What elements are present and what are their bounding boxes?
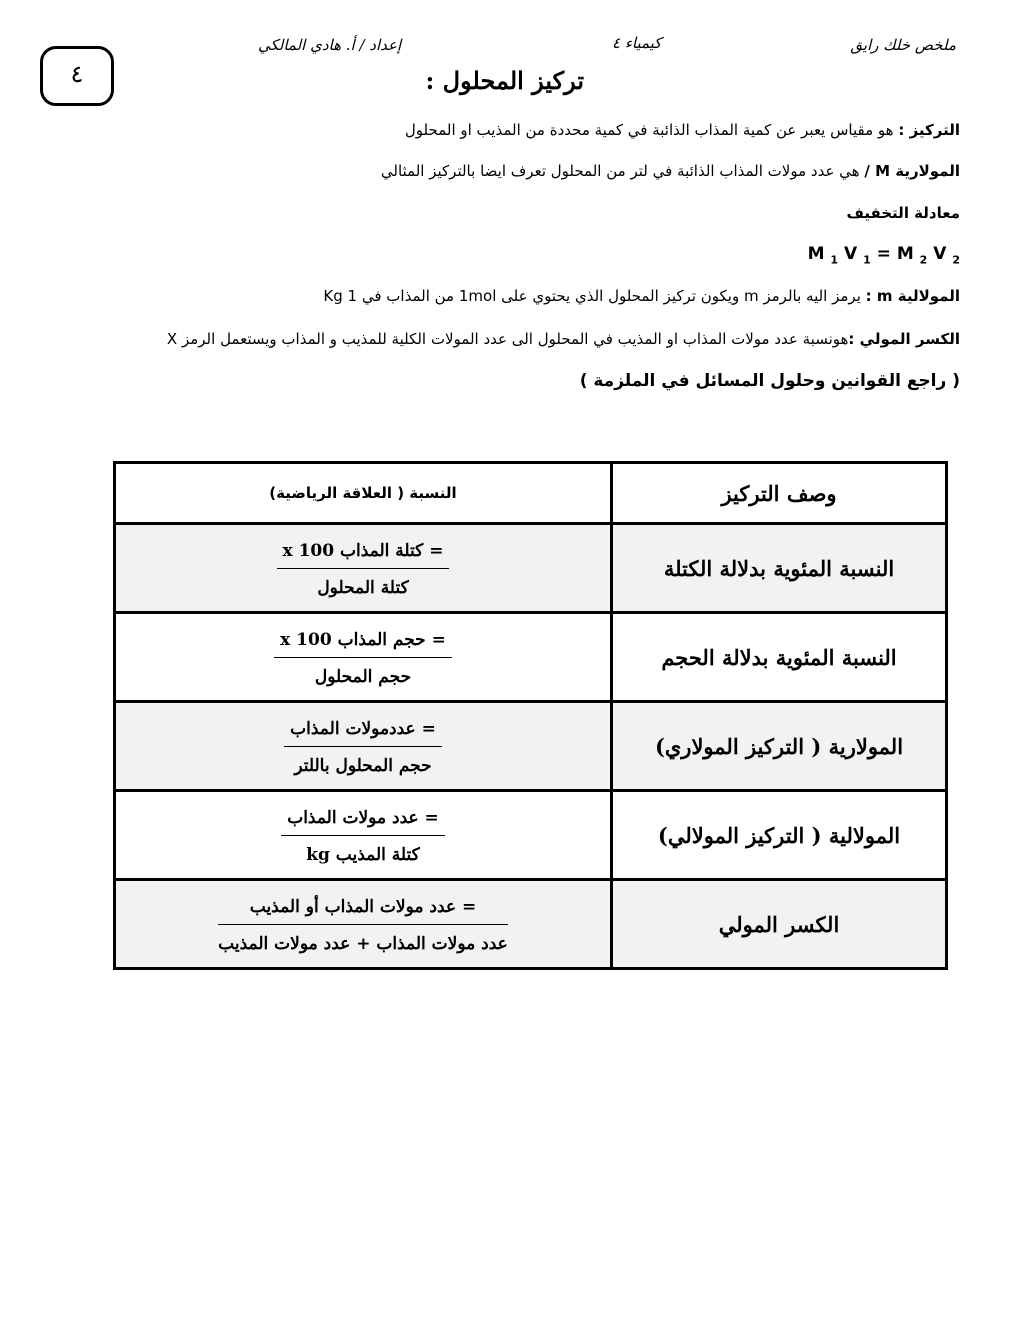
page-number-badge: ٤: [40, 46, 114, 106]
header-description: وصف التركيز: [612, 463, 947, 524]
molarity-label: المولارية M /: [864, 162, 960, 180]
header-author: إعداد / أ. هادي المالكي: [258, 36, 402, 54]
row-formula: [115, 880, 612, 969]
molality-text: يرمز اليه بالرمز m ويكون تركيز المحلول الذي يحتوي على 1mol من المذاب في 1 Kg: [323, 287, 866, 305]
concentration-text: هو مقياس يعبر عن كمية المذاب الذائبة في كمية محددة من المذيب او المحلول: [404, 121, 899, 139]
fraction: $\frac{\text{= عددمولات المذاب}}{\text{حجم المحلول باللتر}}$: [284, 717, 442, 776]
header-center-text: كيمياء ٤: [612, 34, 662, 52]
table-row: [115, 702, 947, 791]
row-formula: [115, 791, 612, 880]
dilution-equation-label: معادلة التخفيف: [846, 204, 960, 222]
header-relation: النسبة ( العلاقة الرياضية): [115, 463, 612, 524]
dilution-equation: M $_1$ V $_1$ = M $_2$ V $_2$: [807, 244, 960, 267]
molality-label: المولالية m :: [865, 287, 960, 305]
header-left-text: ملخص خلك رايق: [850, 36, 956, 54]
concentration-table: [113, 461, 948, 970]
row-formula: [115, 524, 612, 613]
row-description: الكسر المولي: [612, 880, 947, 969]
row-description: النسبة المئوية بدلالة الحجم: [612, 613, 947, 702]
mole-fraction-text: هونسبة عدد مولات المذاب او المذيب في المحلول الى عدد المولات الكلية للمذيب و المذاب ويستعمل الرمز X: [166, 330, 849, 348]
fraction: $\frac{\text{= عدد مولات المذاب أو المذيب}}{\text{عدد مولات المذاب + عدد مولات المذيب}}$: [218, 896, 508, 954]
row-description: المولالية ( التركيز المولالي): [612, 791, 947, 880]
table-row: [115, 791, 947, 880]
concentration-label: التركيز :: [898, 121, 960, 139]
page-title: تركيز المحلول :: [425, 66, 584, 95]
molality-definition: [323, 287, 960, 305]
table-header-row: [115, 463, 947, 524]
fraction: $\frac{\text{= كتلة المذاب x 100}}{\text{كتلة المحلول}}$: [277, 539, 450, 598]
row-formula: [115, 613, 612, 702]
table-row: [115, 524, 947, 613]
concentration-definition: [405, 121, 960, 139]
mole-fraction-label: الكسر المولي :: [848, 330, 960, 348]
molarity-text: هي عدد مولات المذاب الذائبة في لتر من المحلول تعرف ايضا بالتركيز المثالي: [380, 162, 865, 180]
fraction: $\frac{\text{= عدد مولات المذاب}}{\text{كتلة المذيب kg}}$: [281, 806, 445, 865]
mole-fraction-definition: [167, 330, 960, 348]
table-row: [115, 880, 947, 969]
review-note: ( راجع القوانين وحلول المسائل في الملزمة ): [579, 371, 960, 391]
row-description: النسبة المئوية بدلالة الكتلة: [612, 524, 947, 613]
table-row: [115, 613, 947, 702]
molarity-definition: [381, 162, 960, 180]
row-description: المولارية ( التركيز المولاري): [612, 702, 947, 791]
row-formula: [115, 702, 612, 791]
fraction: $\frac{\text{= حجم المذاب x 100}}{\text{حجم المحلول}}$: [274, 628, 452, 687]
